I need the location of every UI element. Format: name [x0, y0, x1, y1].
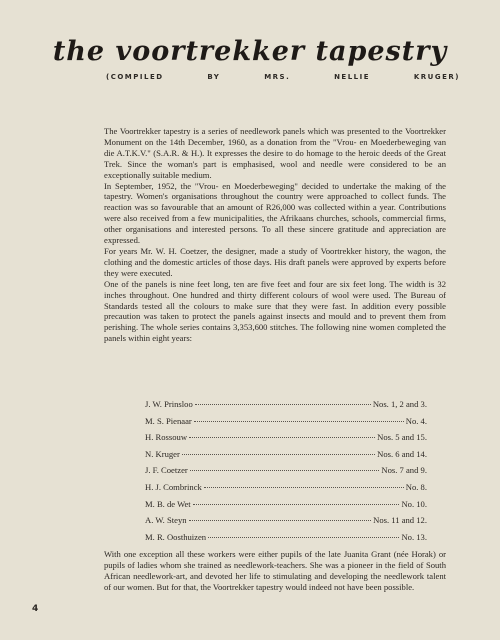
worker-name: M. R. Oosthuizen [145, 531, 207, 542]
paragraph: One of the panels is nine feet long, ten are five feet and four are six feet long. The width is 32 inches throughout. One hundred and thirty different colours of wool were used. The Bureau of Standards tested all the colours to make sure that they were fast. In addition every possible precaution was taken to protect the panels against insects and mould and to prevent them from perishing. The whole series contains 3,353,600 stitches. The following nine women completed the panels within eight years: [104, 278, 446, 344]
worker-name: M. B. de Wet [145, 498, 191, 509]
worker-name: J. F. Coetzer [145, 465, 188, 476]
worker-name: J. W. Prinsloo [145, 399, 193, 409]
needleworker-list [145, 399, 427, 548]
page-number: 4 [32, 604, 39, 614]
list-item [145, 515, 427, 532]
dot-leader [195, 404, 371, 405]
list-item [145, 399, 427, 416]
paragraph: The Voortrekker tapestry is a series of needlework panels which was presented to the Voortrekker Monument on the 14th December, 1960, as a donation from the "Vrou- en Moederbeweging van die A.T.K.V." (S.A.R. & H.). It expresses the desire to do homage to the heroic deeds of the Great Trek. Since the woman's part is emphasised, wool and needle were considered to be an exceptionally suitable medium. [104, 126, 446, 180]
byline-word: BY [207, 73, 221, 81]
list-item [145, 482, 427, 499]
worker-name: H. Rossouw [145, 432, 188, 443]
list-item [145, 465, 427, 482]
dot-leader [194, 421, 404, 422]
byline-word: NELLIE [334, 73, 371, 81]
paragraph: For years Mr. W. H. Coetzer, the designer, made a study of Voortrekker history, the wagon, the clothing and the domestic articles of those days. His draft panels were approved by experts before they were executed. [104, 245, 446, 278]
panel-numbers: No. 13. [401, 531, 427, 542]
dot-leader [208, 537, 399, 538]
worker-name: M. S. Pienaar [145, 415, 192, 426]
worker-name: N. Kruger [145, 448, 180, 459]
worker-name: A. W. Steyn [145, 515, 187, 526]
panel-numbers: Nos. 1, 2 and 3. [372, 399, 427, 409]
panel-numbers: No. 4. [405, 415, 427, 426]
byline [106, 73, 460, 81]
byline-word: (COMPILED [106, 73, 164, 81]
paragraph: In September, 1952, the "Vrou- en Moederbeweging" decided to undertake the making of the tapestry. Women's organisations throughout the country were approached to collect funds. The reaction was so favourable that an amount of R26,000 was collected within a year. Contributions were also received from a few municipalities, the Afrikaans churches, schools, commercial firms, other organisations and interested persons. To all these sincere gratitude and appreciation are expressed. [104, 180, 446, 246]
panel-numbers: No. 8. [405, 481, 427, 492]
list-item [145, 416, 427, 433]
dot-leader [193, 504, 400, 505]
panel-numbers: No. 10. [401, 498, 427, 509]
dot-leader [204, 487, 404, 488]
panel-numbers: Nos. 6 and 14. [377, 448, 427, 459]
panel-numbers: Nos. 11 and 12. [373, 515, 427, 526]
list-item [145, 532, 427, 549]
byline-word: KRUGER) [413, 73, 460, 81]
panel-numbers: Nos. 7 and 9. [381, 465, 427, 476]
byline-word: MRS. [264, 73, 291, 81]
list-item [145, 449, 427, 466]
worker-name: H. J. Combrinck [145, 481, 202, 492]
dot-leader [189, 520, 372, 521]
paragraph: With one exception all these workers were either pupils of the late Juanita Grant (née Horak) or pupils of ladies whom she trained as needlework-teachers. She was a pioneer in the field of South African needlework-art, and devoted her life to stimulating and developing the needlework talent of our women. But for that, the Voortrekker tapestry would indeed not have been possible. [104, 549, 446, 592]
closing-paragraph-block [104, 549, 446, 593]
body-text [104, 126, 446, 344]
dot-leader [190, 470, 380, 471]
dot-leader [189, 437, 375, 438]
page-title: the voortrekker tapestry [52, 36, 448, 67]
dot-leader [182, 454, 375, 455]
list-item [145, 432, 427, 449]
list-item [145, 499, 427, 516]
panel-numbers: Nos. 5 and 15. [377, 432, 427, 443]
